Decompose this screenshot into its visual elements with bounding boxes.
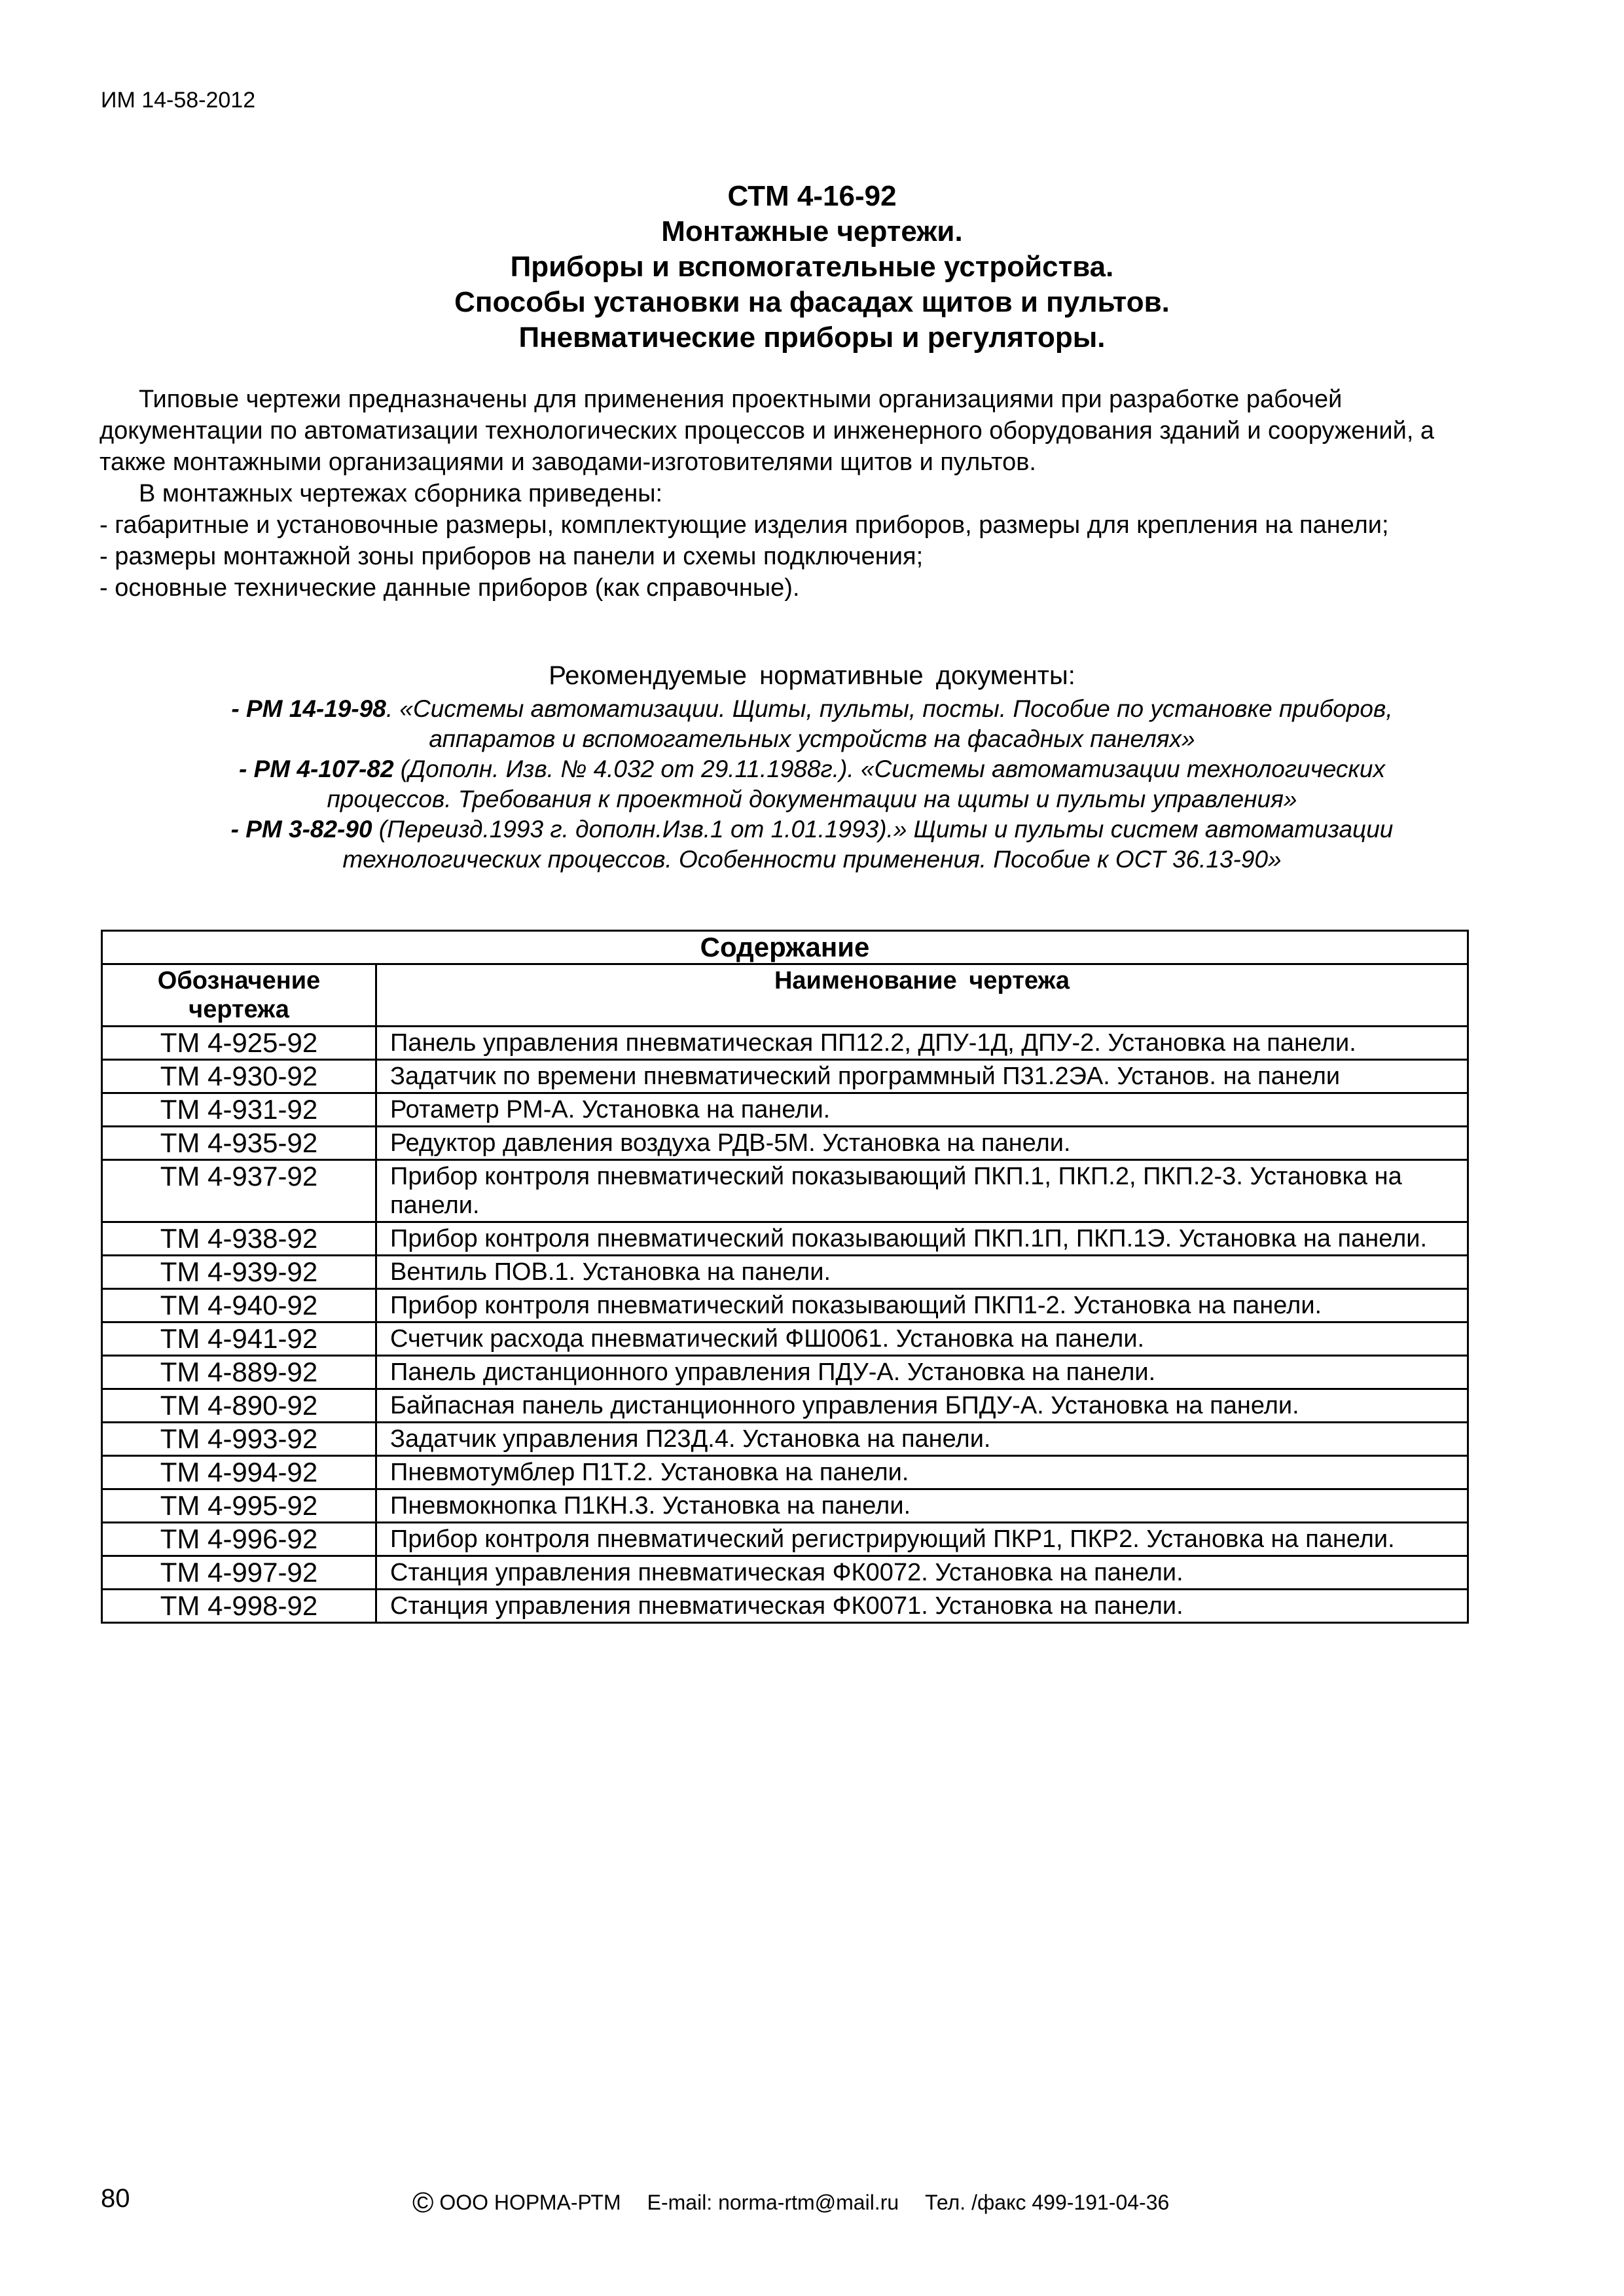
drawing-name-cell: Прибор контроля пневматический показывающий ПКП1-2. Установка на панели. [376, 1289, 1468, 1322]
ref-item [0, 814, 1624, 875]
drawing-code-cell: ТМ 4-996-92 [102, 1523, 376, 1556]
drawing-name-cell: Панель дистанционного управления ПДУ-А. Установка на панели. [376, 1356, 1468, 1389]
ref-text-cont: технологических процессов. Особенности применения. Пособие к ОСТ 36.13-90» [342, 846, 1282, 873]
page-number: 80 [101, 2184, 130, 2213]
table-row [102, 1523, 1468, 1556]
drawing-name-cell: Станция управления пневматическая ФК0071. Установка на панели. [376, 1590, 1468, 1623]
ref-code: - РМ 4-107-82 [239, 756, 394, 782]
drawing-code-cell: ТМ 4-939-92 [102, 1256, 376, 1289]
footer-company: ООО НОРМА-РТМ [439, 2191, 621, 2214]
drawing-name-cell: Прибор контроля пневматический показывающий ПКП.1, ПКП.2, ПКП.2-3. Установка на панели. [376, 1160, 1468, 1222]
drawing-name-cell: Задатчик по времени пневматический программный П31.2ЭА. Установ. на панели [376, 1060, 1468, 1093]
ref-text: (Дополн. Изв. № 4.032 от 29.11.1988г.). «Системы автоматизации технологических [393, 756, 1385, 782]
drawing-name-cell: Панель управления пневматическая ПП12.2, ДПУ-1Д, ДПУ-2. Установка на панели. [376, 1027, 1468, 1060]
footer-email: E-mail: norma-rtm@mail.ru [647, 2191, 899, 2214]
document-title [0, 179, 1624, 355]
table-row [102, 1060, 1468, 1093]
table-row [102, 1289, 1468, 1322]
drawing-code-cell: ТМ 4-931-92 [102, 1093, 376, 1127]
table-row [102, 1389, 1468, 1423]
drawing-name-cell: Ротаметр РМ-А. Установка на панели. [376, 1093, 1468, 1127]
drawing-code-cell: ТМ 4-941-92 [102, 1322, 376, 1356]
title-line: Монтажные чертежи. [661, 215, 963, 247]
drawing-code-cell: ТМ 4-925-92 [102, 1027, 376, 1060]
title-line: Пневматические приборы и регуляторы. [518, 321, 1106, 354]
drawing-name-cell: Задатчик управления П23Д.4. Установка на панели. [376, 1423, 1468, 1456]
ref-code: - РМ 14-19-98 [231, 695, 386, 722]
table-row [102, 1556, 1468, 1590]
table-row [102, 1093, 1468, 1127]
ref-code: - РМ 3-82-90 [230, 816, 372, 843]
intro-list-item: - размеры монтажной зоны приборов на панели и схемы подключения; [99, 543, 924, 570]
table-row [102, 1489, 1468, 1523]
drawing-code-cell: ТМ 4-998-92 [102, 1590, 376, 1623]
drawing-name-cell: Станция управления пневматическая ФК0072. Установка на панели. [376, 1556, 1468, 1590]
drawing-code-cell: ТМ 4-997-92 [102, 1556, 376, 1590]
recommended-heading: Рекомендуемые нормативные документы: [549, 661, 1075, 690]
recommended-refs [0, 694, 1624, 875]
drawing-name-cell: Прибор контроля пневматический регистрирующий ПКР1, ПКР2. Установка на панели. [376, 1523, 1468, 1556]
drawing-code-cell: ТМ 4-930-92 [102, 1060, 376, 1093]
table-row [102, 1027, 1468, 1060]
footer-phone: Тел. /факс 499-191-04-36 [925, 2191, 1170, 2214]
drawing-name-cell: Редуктор давления воздуха РДВ-5М. Установка на панели. [376, 1127, 1468, 1160]
ref-text: «Системы автоматизации. Щиты, пульты, посты. Пособие по установке приборов, [393, 695, 1393, 722]
drawing-name-cell: Пневмотумблер П1Т.2. Установка на панели. [376, 1456, 1468, 1489]
intro-list-item: - габаритные и установочные размеры, комплектующие изделия приборов, размеры для крепления на панели; [99, 511, 1389, 539]
table-row [102, 1127, 1468, 1160]
page-footer [412, 2187, 1169, 2219]
ref-item [0, 754, 1624, 814]
column-header-code: Обозначение чертежа [102, 964, 376, 1027]
table-row [102, 1590, 1468, 1623]
table-row [102, 1423, 1468, 1456]
drawing-code-cell: ТМ 4-994-92 [102, 1456, 376, 1489]
drawing-name-cell: Счетчик расхода пневматический ФШ0061. Установка на панели. [376, 1322, 1468, 1356]
table-row [102, 1222, 1468, 1256]
intro-text [99, 384, 1468, 604]
drawing-code-cell: ТМ 4-937-92 [102, 1160, 376, 1222]
drawing-code-cell: ТМ 4-889-92 [102, 1356, 376, 1389]
ref-dot: . [386, 695, 393, 722]
intro-list-lead: В монтажных чертежах сборника приведены: [139, 480, 663, 507]
title-line: Приборы и вспомогательные устройства. [510, 251, 1114, 283]
table-row [102, 1256, 1468, 1289]
ref-text-cont: аппаратов и вспомогательных устройств на фасадных панелях» [429, 725, 1195, 752]
drawing-code-cell: ТМ 4-938-92 [102, 1222, 376, 1256]
contents-body [102, 1027, 1468, 1623]
title-line: СТМ 4-16-92 [727, 180, 897, 212]
intro-paragraph: Типовые чертежи предназначены для применения проектными организациями при разработке рабочей документации по автоматизации технологических процессов и инженерного оборудования зданий и сооружений, а также монтажными организациями и заводами-изготовителями щитов и пультов. [99, 386, 1435, 476]
intro-list-item: - основные технические данные приборов (как справочные). [99, 574, 800, 602]
drawing-code-cell: ТМ 4-890-92 [102, 1389, 376, 1423]
drawing-code-cell: ТМ 4-935-92 [102, 1127, 376, 1160]
drawing-code-cell: ТМ 4-995-92 [102, 1489, 376, 1523]
document-code: ИМ 14-58-2012 [101, 88, 256, 113]
drawing-code-cell: ТМ 4-940-92 [102, 1289, 376, 1322]
copyright-icon: © [412, 2187, 434, 2219]
ref-text: (Переизд.1993 г. дополн.Изв.1 от 1.01.1993).» Щиты и пульты систем автоматизации [372, 816, 1394, 843]
ref-text-cont: процессов. Требования к проектной документации на щиты и пульты управления» [327, 786, 1297, 812]
contents-caption: Содержание [102, 931, 1468, 964]
drawing-name-cell: Пневмокнопка П1КН.3. Установка на панели. [376, 1489, 1468, 1523]
column-header-name: Наименование чертежа [376, 964, 1468, 1027]
table-row [102, 1160, 1468, 1222]
ref-item [0, 694, 1624, 754]
contents-table [101, 930, 1469, 1624]
table-row [102, 1456, 1468, 1489]
drawing-name-cell: Прибор контроля пневматический показывающий ПКП.1П, ПКП.1Э. Установка на панели. [376, 1222, 1468, 1256]
drawing-name-cell: Вентиль ПОВ.1. Установка на панели. [376, 1256, 1468, 1289]
drawing-name-cell: Байпасная панель дистанционного управления БПДУ-А. Установка на панели. [376, 1389, 1468, 1423]
table-row [102, 1356, 1468, 1389]
title-line: Способы установки на фасадах щитов и пультов. [454, 286, 1170, 318]
table-row [102, 1322, 1468, 1356]
drawing-code-cell: ТМ 4-993-92 [102, 1423, 376, 1456]
